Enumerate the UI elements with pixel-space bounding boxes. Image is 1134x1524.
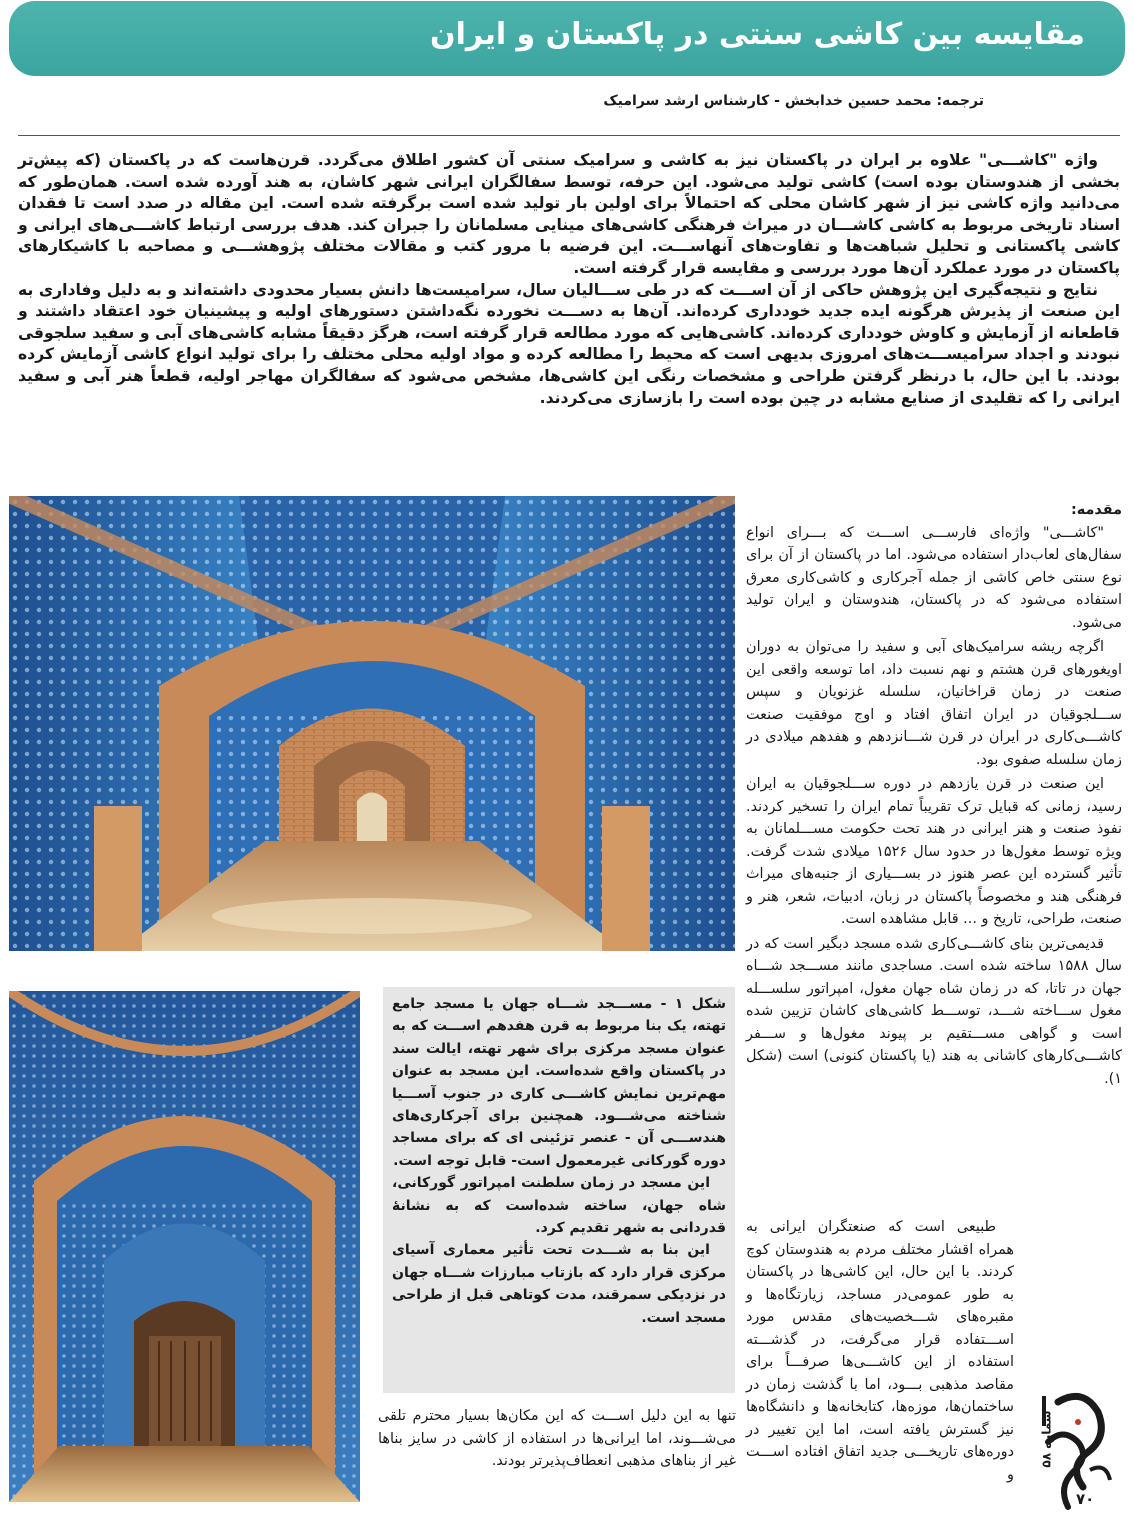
abstract xyxy=(18,150,1120,409)
intro-heading: مقدمه: xyxy=(1071,502,1122,518)
caption-paragraph: این مسجد در زمان سلطنت امپراتور گورکانی، شاه جهان، ساخته شده‌است که به نشانهٔ قدردانی به شهر تقدیم کرد. xyxy=(392,1175,726,1237)
figure-caption xyxy=(392,993,726,1329)
bottom-paragraph-text: تنها به این دلیل اســـت که این مکان‌ها بسیار محترم تلقی می‌شـــوند، اما ایرانی‌ها در استفاده از کاشی در سایز بناها غیر از بناهای مذهبی انعطاف‌پذیرتر بودند. xyxy=(378,1408,736,1469)
abstract-paragraph: نتایج و نتیجه‌گیری این پژوهش حاکی از آن اســـت که در طی ســـالیان سال، سرامیست‌ها دانش بسیار محدودی داشته‌اند و به دلیل وفاداری به این صنعت از پذیرش هرگونه ایده جدید خودداری کرده‌اند. آن‌ها به دســـت نخورده نگه‌داشتن دستورهای اولیه و پیشینیان خود اعتقاد داشتند و قاطعانه از آزمایش و کاوش خودداری کرده‌اند. کاشی‌هایی که مورد مطالعه قرار گرفته است، هرگز دقیقاً مشابه کاشی‌های آبی و سفید سلجوقی نبودند و اجداد سرامیســـت‌های امروزی بدیهی است که محیط را مطالعه کرده و مواد اولیه محلی مختلف را برای تولید انواع کاشی آزمایش کرده بودند. با این حال، با درنظر گرفتن طراحی و مشخصات رنگی این کاشی‌ها، مشخص می‌شود که سفالگران مهاجر اولیه، قطعاً هنر آبی و سفید ایرانی را که تقلیدی از صنایع مشابه در چین بوده است را بازسازی می‌کردند. xyxy=(18,280,1120,407)
intro-column xyxy=(746,499,1122,1092)
intro-paragraph: "کاشـــی" واژه‌ای فارســـی اســـت که بـــرای انواع سفال‌های لعاب‌دار استفاده می‌شود. اما در پاکستان از آن برای نوع سنتی خاص کاشی از جمله آجرکاری و کاشی‌کاری معرق استفاده می‌شود که در پاکستان، هندوستان و ایران تولید می‌شود. xyxy=(746,524,1122,631)
article-title: مقایسه بین کاشی سنتی در پاکستان و ایران xyxy=(430,17,1085,52)
caption-paragraph: این بنا به شـــدت تحت تأثیر معماری آسیای مرکزی قرار دارد که بازتاب مبارزات شـــاه جهان در نزدیکی سمرقند، مدت کوتاهی قبل از طراحی مسجد است. xyxy=(392,1242,726,1326)
page-number: ۷۰ xyxy=(1076,1490,1095,1508)
intro-paragraph: اگرچه ریشه سرامیک‌های آبی و سفید را می‌توان به دوران اویغورهای قرن هشتم و نهم نسبت داد، اما توسعه واقعی این صنعت در زمان قراخانیان، سلسله غزنویان و سپس ســـلجوقیان در ایران اتفاق افتاد و اوج موفقیت صنعت کاشـــی‌کاری در ایران در قرن شـــانزدهم و هفدهم میلادی در زمان سلسله صفوی بود. xyxy=(746,639,1122,768)
mosque-corridor-photo xyxy=(9,991,360,1502)
abstract-paragraph: واژه "کاشـــی" علاوه بر ایران در پاکستان نیز به کاشی و سرامیک سنتی آن کشور اطلاق می‌گردد. قرن‌هاست که در پاکستان (که پیش‌تر بخشی از هندوستان بوده است) کاشی تولید می‌شود. این حرفه، توسط سفالگران ایرانی شهر کاشان، به هند آورده شده است. همان‌طور که می‌دانید واژه کاشی نیز از شهر کاشان محلی که احتمالاً برای اولین بار تولید شده است برگرفته شده است. این مقاله در صدد است تا فقدان اسناد تاریخی مربوط به کاشی کاشـــان در میراث فرهنگی کاشی‌های مینایی مسلمانان را جبران کند. هدف بررسی ارتباط کاشـــی‌های ایرانی و کاشی پاکستانی و تحلیل شباهت‌ها و تفاوت‌های آنهاســـت. این فرضیه با مرور کتب و مقالات مختلف پژوهشـــی و مصاحبه با کاشیکارهای پاکستان در مورد عملکرد آن‌ها مورد بررسی و مقایسه قرار گرفته است. xyxy=(18,151,1120,277)
divider-line xyxy=(18,135,1120,136)
issue-number: شماره ۵۸ xyxy=(1039,1410,1054,1468)
caption-paragraph: شکل ۱ - مســـجد شـــاه جهان یا مسجد جامع تهته، یک بنا مربوط به قرن هفدهم اســـت که به عنوان مسجد مرکزی برای شهر تهته، ایالت سند در پاکستان واقع شده‌است. این مسجد به عنوان مهم‌ترین نمایش کاشـــی کاری در جنوب آســـیا شناخته می‌شـــود. همچنین برای آجرکاری‌های هندســـی آن - عنصر تزئینی ای که برای مساجد دوره گورکانی غیرمعمول است- قابل توجه است. xyxy=(392,996,726,1169)
magazine-logo xyxy=(1028,1382,1128,1520)
translator-credit: ترجمه: محمد حسین خدابخش - کارشناس ارشد سرامیک xyxy=(603,93,984,109)
bottom-paragraph xyxy=(378,1405,736,1473)
intro-paragraph: قدیمی‌ترین بنای کاشـــی‌کاری شده مسجد دبگیر است که در سال ۱۵۸۸ ساخته شده است. مساجدی مانند مســـجد شـــاه جهان در تاتا، که در زمان شاه جهان مغول، امپراتور سلســـله مغول ســـاخته شـــد، توســـط کاشی‌های کاشان تزیین شده است و گواهی مســـتقیم بر پیوند مغول‌ها و ســـفر کاشـــی‌کارهای کاشانی به هند (یا پاکستان کنونی) است (شکل ۱). xyxy=(746,935,1122,1087)
intro-paragraph: این صنعت در قرن یازدهم در دوره ســـلجوقیان به ایران رسید، زمانی که قبایل ترک تقریباً تمام ایران را تسخیر کردند. نفوذ صنعت و هنر ایرانی در هند تحت حکومت مســـلمانان به ویژه توسط مغول‌ها در حدود سال ۱۵۲۶ میلادی شدت گرفت. تأثیر گسترده این عصر هنوز در بســـیاری از جنبه‌های میراث فرهنگی هند و مخصوصاً پاکستان در زبان، ادبیات، شعر، هنر و صنعت، طراحی، تاریخ و ... قابل مشاهده است. xyxy=(746,776,1122,927)
title-banner xyxy=(9,1,1125,76)
intro-column-continued xyxy=(746,1216,1014,1488)
intro-paragraph: طبیعی است که صنعتگران ایرانی به همراه اقشار مختلف مردم به هندوستان کوچ کردند. با این حال، این کاشی‌ها در پاکستان به طور عمومی‌در مساجد، زیارتگاه‌ها و مقبره‌های شـــخصیت‌های مقدس مورد اســـتفاده قرار می‌گرفت، در گذشـــته استفاده از این کاشـــی‌ها صرفـــاً برای مقاصد مذهبی بـــود، اما با گذشت زمان در ساختمان‌ها، موزه‌ها، کتابخانه‌ها و دانشگاه‌ها نیز گسترش یافته است، اما این تغییر در دوره‌های تاریخـــی جدید اتفاق افتاده اســـت و xyxy=(746,1219,1014,1483)
mosque-interior-photo xyxy=(9,496,735,951)
